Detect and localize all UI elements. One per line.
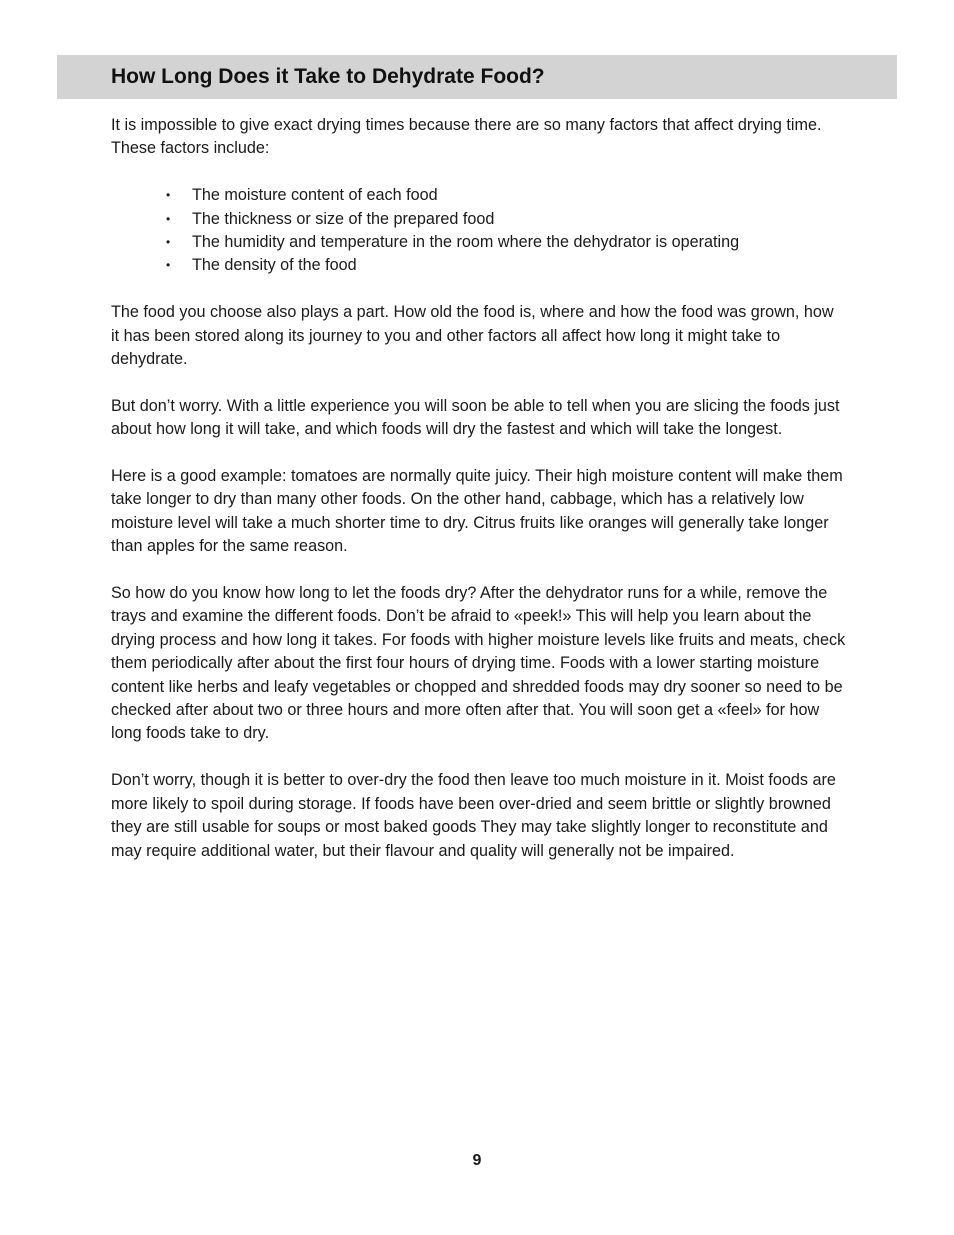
body-paragraph-checking: So how do you know how long to let the foods dry? After the dehydrator runs for a while, remove the trays and examine the different foods. Don’t be afraid to «peek!» This will help you learn about the drying process and how long it takes. For foods with higher moisture levels like fruits and meats, check them periodically after about the first four hours of drying time. Foods with a lower starting moisture content like herbs and leafy vegetables or chopped and shredded foods may dry sooner so need to be checked after about two or three hours and more often after that. You will soon get a «feel» for how long foods take to dry.: [111, 584, 846, 743]
list-item: [111, 254, 846, 277]
body-paragraph-over-drying: Don’t worry, though it is better to over-dry the food then leave too much moisture in it. Moist foods are more likely to spoil during storage. If foods have been over-dried and seem brittle or slightly browned they are still usable for soups or most baked goods They may take slightly longer to reconstitute and may require additional water, but their flavour and quality will generally not be impaired.: [111, 771, 836, 860]
body-paragraph-experience: But don’t worry. With a little experience you will soon be able to tell when you are slicing the foods just about how long it will take, and which foods will dry the fastest and which will take the longest.: [111, 396, 840, 439]
bullet-icon: •: [166, 188, 171, 203]
body-paragraph-food-choice: The food you choose also plays a part. How old the food is, where and how the food was grown, how it has been stored along its journey to you and other factors all affect how long it might take to dehydrate.: [111, 303, 834, 369]
intro-paragraph: It is impossible to give exact drying times because there are so many factors that affect drying time. These factors include:: [111, 116, 822, 158]
bullet-icon: •: [166, 211, 171, 226]
list-item-text: The thickness or size of the prepared food: [192, 209, 495, 228]
bullet-icon: •: [166, 235, 171, 250]
page-number: 9: [472, 1152, 482, 1169]
bullet-icon: •: [166, 258, 171, 273]
list-item: [111, 208, 846, 231]
page-title: How Long Does it Take to Dehydrate Food?: [111, 65, 545, 88]
list-item: [111, 184, 846, 207]
list-item-text: The density of the food: [192, 256, 357, 275]
list-item-text: The moisture content of each food: [192, 186, 438, 205]
list-item: [111, 231, 846, 254]
body-paragraph-example: Here is a good example: tomatoes are normally quite juicy. Their high moisture content will make them take longer to dry than many other foods. On the other hand, cabbage, which has a relatively low moisture level will take a much shorter time to dry. Citrus fruits like oranges will generally take longer than apples for the same reason.: [111, 467, 843, 556]
list-item-text: The humidity and temperature in the room where the dehydrator is operating: [192, 233, 740, 252]
factors-list: [111, 184, 846, 278]
section-header-bar: [57, 55, 897, 99]
page-content: [111, 114, 846, 886]
